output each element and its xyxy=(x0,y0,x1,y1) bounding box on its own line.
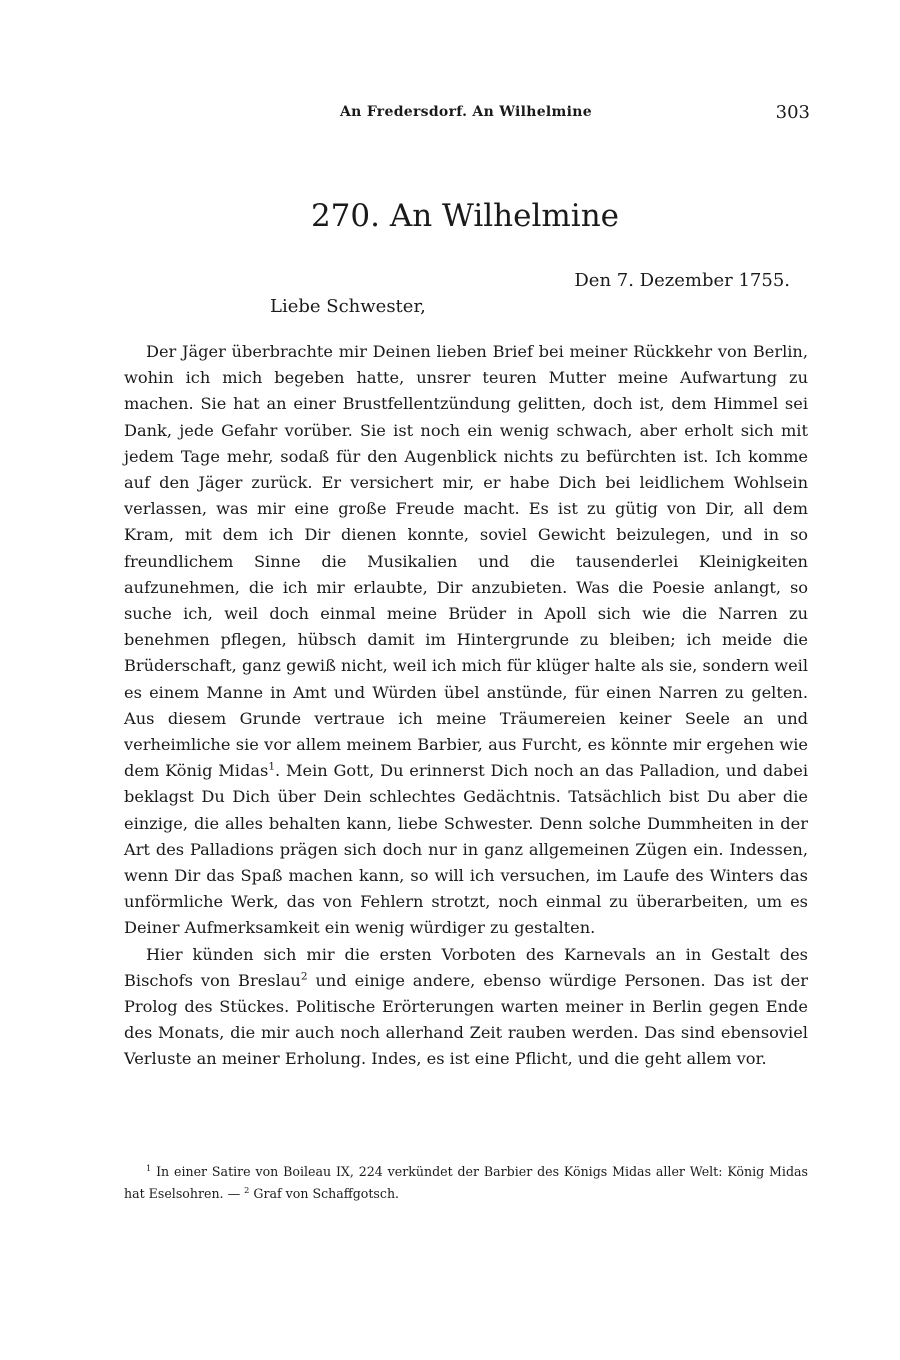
footnote-mark: 1 xyxy=(146,1162,152,1173)
paragraph-text: Der Jäger überbrachte mir Deinen lieben Brief bei meiner Rückkehr von Berlin, wohin ich mich begeben hatte, unsrer teuren Mutter meine Aufwartung zu machen. Sie hat an einer Brustfellentzündung gelitten, doch ist, dem Himmel sei Dank, jede Gefahr vorüber. Sie ist noch ein wenig schwach, aber erholt sich mit jedem Tage mehr, sodaß für den Augenblick nichts zu befürchten ist. Ich komme auf den Jäger zurück. Er versichert mir, er habe Dich bei leidlichem Wohlsein verlassen, was mir eine große Freude macht. Es ist zu gütig von Dir, all dem Kram, mit dem ich Dir dienen konnte, soviel Gewicht beizulegen, und in so freundlichem Sinne die Musikalien und die tausenderlei Kleinigkeiten aufzunehmen, die ich mir erlaubte, Dir anzubieten. Was die Poesie anlangt, so suche ich, weil doch einmal meine Brüder in Apoll sich wie die Narren zu benehmen pflegen, hübsch damit im Hintergrunde zu bleiben; ich meide die Brüderschaft, ganz gewiß nicht, weil ich mich für klüger halte als sie, sondern weil es einem Manne in Amt und Würden übel anstünde, für einen Narren zu gelten. Aus diesem Grunde vertraue ich meine Träumereien keiner Seele an und verheimliche sie vor allem meinem Barbier, aus Furcht, es könnte mir ergehen wie dem König Midas xyxy=(124,342,809,781)
footnote-text: Graf von Schaffgotsch. xyxy=(253,1186,400,1201)
footnote-text: In einer Satire von Boileau IX, 224 verkündet der Barbier des Königs Midas aller Welt: König Midas hat Eselsohren. — xyxy=(124,1164,808,1201)
footnote-reference: 1 xyxy=(268,760,276,773)
letter-body xyxy=(124,339,808,1073)
footnote-mark: 2 xyxy=(244,1184,250,1195)
footnotes xyxy=(124,1161,808,1205)
paragraph xyxy=(124,942,808,1073)
footnote xyxy=(124,1161,808,1205)
paragraph-text: Hier künden sich mir die ersten Vorboten des Karnevals an in Gestalt des Bischofs von Breslau xyxy=(124,944,808,990)
letter-date: Den 7. Dezember 1755. xyxy=(574,270,790,291)
salutation: Liebe Schwester, xyxy=(270,296,426,317)
paragraph xyxy=(124,339,808,942)
paragraph-text: und einige andere, ebenso würdige Personen. Das ist der Prolog des Stückes. Politische Erörterungen warten meiner in Berlin gegen Ende des Monats, die mir auch noch allerhand Zeit rauben werden. Das sind ebensoviel Verluste an meiner Erholung. Indes, es ist eine Pflicht, und die geht allem vor. xyxy=(124,970,808,1069)
letter-title: 270. An Wilhelmine xyxy=(310,198,620,234)
page-number: 303 xyxy=(775,102,810,123)
footnote-reference: 2 xyxy=(300,970,308,983)
paragraph-text: . Mein Gott, Du erinnerst Dich noch an das Palladion, und dabei beklagst Du Dich über Dein schlechtes Gedächtnis. Tatsächlich bist Du aber die einzige, die alles behalten kann, liebe Schwester. Denn solche Dummheiten in der Art des Palladions prägen sich doch nur in ganz allgemeinen Zügen ein. Indessen, wenn Dir das Spaß machen kann, so will ich versuchen, im Laufe des Winters das unförmliche Werk, das von Fehlern strotzt, noch einmal zu überarbeiten, um es Deiner Aufmerksamkeit ein wenig würdiger zu gestalten. xyxy=(124,761,808,938)
running-head: An Fredersdorf. An Wilhelmine xyxy=(340,104,592,120)
